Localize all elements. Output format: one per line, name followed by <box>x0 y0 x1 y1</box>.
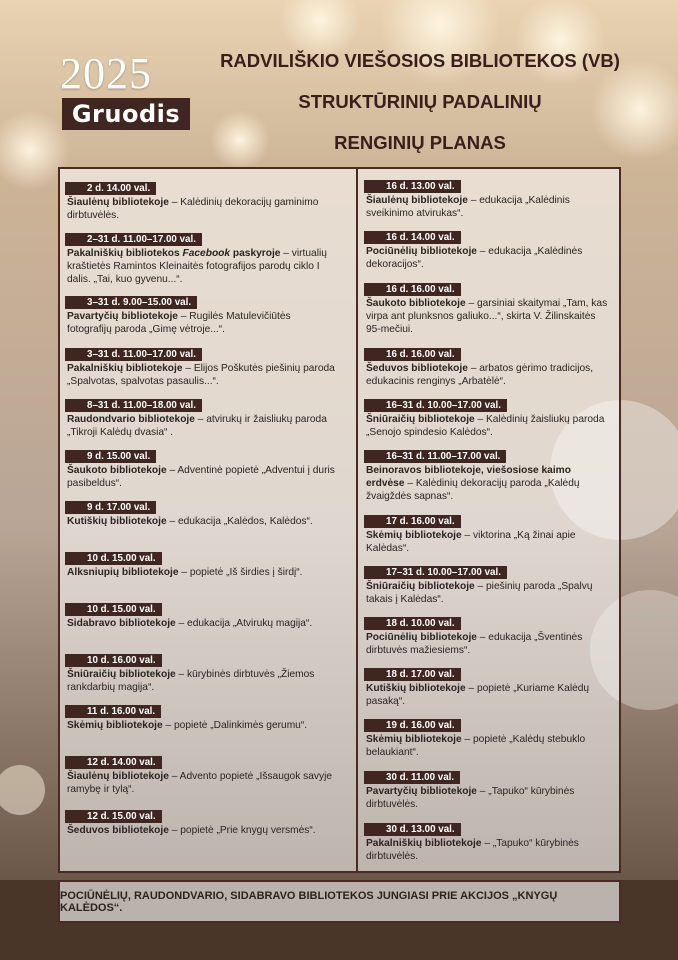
event-place: Skėmių bibliotekoje <box>366 530 462 541</box>
column-divider <box>356 167 358 873</box>
event-item <box>364 231 614 271</box>
event-place: Beinoravos bibliotekoje, viešosiose kaimo erdvėse <box>366 465 571 489</box>
event-item <box>65 756 342 796</box>
event-place-prefix: Pakalniškių bibliotekos <box>67 248 183 259</box>
event-text: – „Tapuko“ kūrybinės dirbtuvėlės. <box>366 786 575 810</box>
month-label: Gruodis <box>62 98 190 130</box>
event-description <box>65 247 342 286</box>
event-text: – popietė „Iš širdies į širdį“. <box>178 567 303 578</box>
event-text: – Adventinė popietė „Adventui į duris pasibeldus“. <box>67 465 335 489</box>
event-description <box>65 617 342 630</box>
event-description <box>65 362 342 388</box>
event-place: Šniūraičių bibliotekoje <box>366 414 475 425</box>
event-text: – piešinių paroda „Spalvų takais į Kalėdas“. <box>366 581 593 605</box>
event-item <box>364 283 614 336</box>
event-description <box>65 413 342 439</box>
event-date: 9 d. 17.00 val. <box>65 501 156 514</box>
event-date: 16 d. 14.00 val. <box>364 231 461 244</box>
event-text: – edukacija „Šventinės dirbtuvės mažiesiems“. <box>366 632 583 656</box>
event-place: Kutiškių bibliotekoje <box>67 516 167 527</box>
event-date: 10 d. 16.00 val. <box>65 654 162 667</box>
event-place: Pociūnėlių bibliotekoje <box>366 246 477 257</box>
event-date: 16–31 d. 10.00–17.00 val. <box>364 399 507 412</box>
event-place: Pakalniškių bibliotekoje <box>67 363 183 374</box>
event-description <box>65 464 342 490</box>
event-date: 12 d. 15.00 val. <box>65 810 162 823</box>
event-description <box>65 719 342 732</box>
event-description <box>364 245 614 271</box>
event-date: 10 d. 15.00 val. <box>65 552 162 565</box>
event-date: 16 d. 13.00 val. <box>364 180 461 193</box>
event-text: – popietė „Prie knygų versmės“. <box>168 825 316 836</box>
event-item <box>364 399 614 439</box>
event-place: Šniūraičių bibliotekoje <box>366 581 475 592</box>
event-place: paskyroje <box>230 248 281 259</box>
event-date: 16–31 d. 11.00–17.00 val. <box>364 450 506 463</box>
event-description <box>65 668 342 694</box>
event-item <box>364 617 614 657</box>
event-place-emphasis: Facebook <box>182 248 231 259</box>
event-description <box>364 580 614 606</box>
event-text: – virtualių kraštietės Ramintos Kleinaitės fotografijos parodų ciklo I dalis. „Tai, kuo gyvenu...“. <box>67 248 327 285</box>
event-date: 18 d. 17.00 val. <box>364 668 461 681</box>
event-item <box>65 603 342 630</box>
event-place: Kutiškių bibliotekoje <box>366 683 466 694</box>
event-text: – kūrybinės dirbtuvės „Žiemos rankdarbių magija“. <box>67 669 315 693</box>
event-text: – popietė „Dalinkimės gerumu“. <box>162 720 308 731</box>
year-badge <box>58 49 198 136</box>
event-date: 9 d. 15.00 val. <box>65 450 156 463</box>
event-place: Alksniupių bibliotekoje <box>67 567 179 578</box>
event-place: Šeduvos bibliotekoje <box>366 363 468 374</box>
event-date: 3–31 d. 11.00–17.00 val. <box>65 348 202 361</box>
event-text: – edukacija „Kalėdinės dekoracijos“. <box>366 246 583 270</box>
event-text: – popietė „Kuriame Kalėdų pasaką“. <box>366 683 590 707</box>
event-date: 12 d. 14.00 val. <box>65 756 162 769</box>
event-item <box>65 450 342 490</box>
event-description <box>364 529 614 555</box>
title-line-3: RENGINIŲ PLANAS <box>334 132 506 153</box>
event-description <box>364 464 614 503</box>
page-title <box>200 40 640 163</box>
event-item <box>65 233 342 286</box>
event-date: 2–31 d. 11.00–17.00 val. <box>65 233 202 246</box>
event-date: 10 d. 15.00 val. <box>65 603 162 616</box>
event-text: – edukacija „Kalėdos, Kalėdos“. <box>166 516 313 527</box>
event-text: – edukacija „Kalėdinis sveikinimo atvirukas“. <box>366 195 570 219</box>
event-place: Pavartyčių bibliotekoje <box>366 786 477 797</box>
event-date: 17 d. 16.00 val. <box>364 515 461 528</box>
event-text: – Rugilės Matulevičiūtės fotografijų paroda „Gimę vėtroje...“. <box>67 311 291 335</box>
event-description <box>364 413 614 439</box>
event-text: – edukacija „Atvirukų magija“. <box>175 618 313 629</box>
title-line-1: RADVILIŠKIO VIEŠOSIOS BIBLIOTEKOS (VB) <box>220 50 620 71</box>
event-description <box>364 297 614 336</box>
event-date: 8–31 d. 11.00–18.00 val. <box>65 399 202 412</box>
event-text: – Kalėdinių dekoracijų gaminimo dirbtuvėlės. <box>67 197 319 221</box>
event-item <box>65 552 342 579</box>
event-item <box>364 180 614 220</box>
event-place: Skėmių bibliotekoje <box>366 734 462 745</box>
event-place: Sidabravo bibliotekoje <box>67 618 176 629</box>
event-date: 16 d. 16.00 val. <box>364 348 461 361</box>
event-text: – viktorina „Ką žinai apie Kalėdas“. <box>366 530 576 554</box>
event-date: 3–31 d. 9.00–15.00 val. <box>65 296 197 309</box>
event-text: – arbatos gėrimo tradicijos, edukacinis renginys „Arbatėlė“. <box>366 363 594 387</box>
event-date: 18 d. 10.00 val. <box>364 617 461 630</box>
event-description <box>364 631 614 657</box>
event-text: – Advento popietė „Išsaugok savyje ramybę ir tylą“. <box>67 771 332 795</box>
event-description <box>65 566 342 579</box>
event-item <box>65 399 342 439</box>
event-place: Pociūnėlių bibliotekoje <box>366 632 477 643</box>
year-label: 2025 <box>60 49 152 98</box>
event-place: Šiaulėnų bibliotekoje <box>67 197 169 208</box>
event-description <box>65 770 342 796</box>
event-item <box>364 566 614 606</box>
event-item <box>364 348 614 388</box>
event-date: 11 d. 16.00 val. <box>65 705 161 718</box>
event-description <box>65 196 342 222</box>
event-item <box>364 515 614 555</box>
event-place: Pakalniškių bibliotekoje <box>366 838 482 849</box>
event-place: Šiaulėnų bibliotekoje <box>67 771 169 782</box>
event-item <box>65 348 342 388</box>
event-text: – Elijos Poškutės piešinių paroda „Spalvotas, spalvotas pasaulis...“. <box>67 363 335 387</box>
event-item <box>65 501 342 528</box>
event-place: Šiaulėnų bibliotekoje <box>366 195 468 206</box>
event-text: – popietė „Kalėdų stebuklo belaukiant“. <box>366 734 586 758</box>
event-place: Pavartyčių bibliotekoje <box>67 311 178 322</box>
event-description <box>65 824 342 837</box>
event-description <box>364 682 614 708</box>
event-description <box>65 515 342 528</box>
event-description <box>364 837 614 863</box>
event-date: 30 d. 11.00 val. <box>364 771 460 784</box>
event-description <box>364 362 614 388</box>
event-item <box>364 450 614 503</box>
event-date: 2 d. 14.00 val. <box>65 182 156 195</box>
event-text: – garsiniai skaitymai „Tam, kas virpa ant plunksnos galiuko...“, skirta V. Žilinskaitės 95-mečiui. <box>366 298 608 335</box>
event-text: – „Tapuko“ kūrybinės dirbtuvėlės. <box>366 838 579 862</box>
event-text: – Kalėdinių žaisliukų paroda „Senojo spindesio Kalėdos“. <box>366 414 605 438</box>
event-description <box>364 194 614 220</box>
event-date: 17–31 d. 10.00–17.00 val. <box>364 566 507 579</box>
event-place: Šaukoto bibliotekoje <box>67 465 167 476</box>
event-item <box>364 719 614 759</box>
event-place: Šeduvos bibliotekoje <box>67 825 169 836</box>
event-place: Raudondvario bibliotekoje <box>67 414 195 425</box>
event-date: 16 d. 16.00 val. <box>364 283 461 296</box>
event-item <box>364 771 614 811</box>
event-item <box>65 182 342 222</box>
event-place: Šniūraičių bibliotekoje <box>67 669 176 680</box>
event-place: Skėmių bibliotekoje <box>67 720 163 731</box>
event-item <box>65 810 342 837</box>
event-text: – Kalėdinių dekoracijų paroda „Kalėdų žvaigždės sapnas“. <box>366 478 580 502</box>
event-item <box>65 705 342 732</box>
footer-note: POCIŪNĖLIŲ, RAUDONDVARIO, SIDABRAVO BIBLIOTEKOS JUNGIASI PRIE AKCIJOS „KNYGŲ KALĖDOS“. <box>58 880 621 923</box>
event-description <box>65 310 342 336</box>
event-place: Šaukoto bibliotekoje <box>366 298 466 309</box>
event-item <box>65 654 342 694</box>
event-item <box>364 823 614 863</box>
event-text: – atvirukų ir žaisliukų paroda „Tikroji Kalėdų dvasia“ . <box>67 414 327 438</box>
event-description <box>364 785 614 811</box>
event-date: 30 d. 13.00 val. <box>364 823 461 836</box>
title-line-2: STRUKTŪRINIŲ PADALINIŲ <box>298 91 542 112</box>
event-description <box>364 733 614 759</box>
event-item <box>65 296 342 336</box>
event-date: 19 d. 16.00 val. <box>364 719 461 732</box>
event-item <box>364 668 614 708</box>
